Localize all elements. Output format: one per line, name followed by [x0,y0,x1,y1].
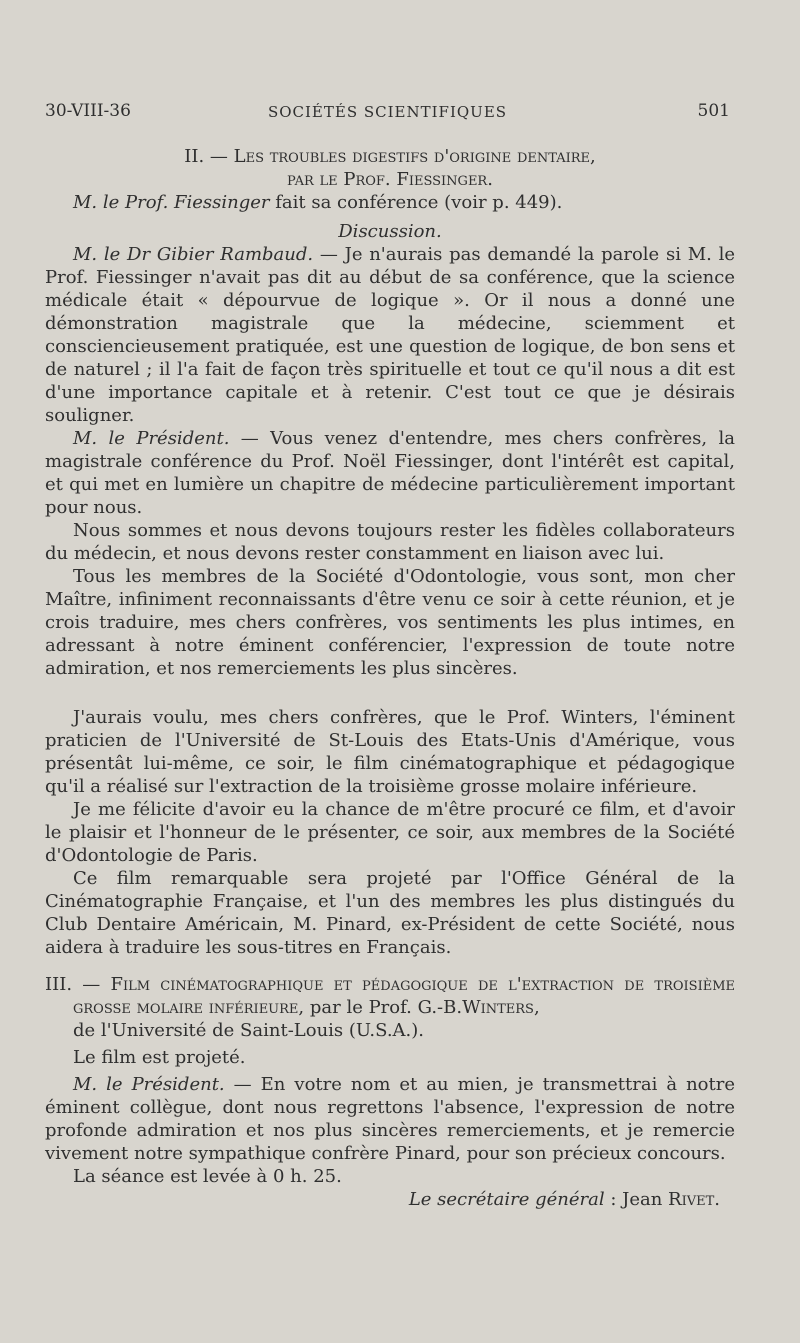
speaker: M. le Président. [73,1074,225,1095]
section3-title-text: III. — Film cinématographique et pédagogique de l'extraction de troisième grosse molaire inférieure, [45,974,735,1018]
speaker: M. le Dr Gibier Rambaud. [73,244,314,265]
section2-author: par le Prof. Fiessinger. [287,169,493,190]
speaker: M. le Président. [73,428,230,449]
section3-paragraph [45,1073,735,1165]
signature-role: Le secrétaire général [408,1189,605,1210]
intro-paragraph-3: Ce film remarquable sera projeté par l'Office Général de la Cinématographie Française, et l'un des membres les plus distingués du Club Dentaire Américain, M. Pinard, ex-Président de cette Société, nous aidera à traduire les sous-titres en Français. [45,868,735,958]
spacer [45,680,735,706]
signature-last-name: Rivet. [668,1189,720,1210]
section3-author: Winters, [462,997,540,1018]
page-number: 501 [697,101,730,121]
running-header [45,101,730,125]
section3-affiliation: de l'Université de Saint-Louis (U.S.A.). [73,1020,425,1041]
discussion-paragraph-4: Tous les membres de la Société d'Odontologie, vous sont, mon cher Maître, infiniment reconnaissants d'être venu ce soir à cette réunion, et je crois traduire, mes chers confrères, vos sentiments les plus intimes, en adressant à notre éminent conférencier, l'expression de toute notre admiration, et nos remerciements les plus sincères. [45,566,735,679]
section3-title-tail: par le Prof. G.-B. [304,997,463,1018]
discussion-paragraph-2 [45,427,735,519]
page-body [45,145,735,1211]
section2-title: II. — Les troubles digestifs d'origine dentaire, [184,146,596,167]
section2-paragraph [45,191,735,214]
section3-projection: Le film est projeté. [73,1047,246,1068]
discussion-heading [45,220,735,243]
signature-separator: : [604,1189,623,1210]
discussion-paragraph-3: Nous sommes et nous devons toujours rester les fidèles collaborateurs du médecin, et nous devons rester constamment en liaison avec lui. [45,520,735,564]
paragraph-text: fait sa conférence (voir p. 449). [269,192,563,213]
speaker: M. le Prof. Fiessinger [73,192,270,213]
section3-title [45,973,735,1019]
discussion-paragraph-1 [45,243,735,427]
discussion-heading-text: Discussion. [338,221,442,242]
header-date: 30-VIII-36 [45,101,131,121]
paragraph-text: — En votre nom et au mien, je transmettrai à notre éminent collègue, dont nous regrettons l'absence, l'expression de notre profonde admiration et nos plus sincères remerciements, et je remercie vivement notre sympathique confrère Pinard, pour son précieux concours. [45,1074,735,1164]
header-title: SOCIÉTÉS SCIENTIFIQUES [267,103,508,121]
intro-paragraph-1: J'aurais voulu, mes chers confrères, que le Prof. Winters, l'éminent praticien de l'Université de St-Louis des Etats-Unis d'Amérique, vous présentât lui-même, ce soir, le film cinématographique et pédagogique qu'il a réalisé sur l'extraction de la troisième grosse molaire inférieure. [45,707,735,797]
paragraph-text: — Je n'aurais pas demandé la parole si M. le Prof. Fiessinger n'avait pas dit au début de sa conférence, que la science médicale était « dépourvue de logique ». Or il nous a donné une démonstration magistrale que la médecine, sciemment et consciencieusement pratiquée, est une question de logique, de bon sens et de naturel ; il l'a fait de façon très spirituelle et tout ce qu'il nous a dit est d'une importance capitale et à retenir. C'est tout ce que je désirais souligner. [45,244,735,426]
intro-paragraph-2: Je me félicite d'avoir eu la chance de m'être procuré ce film, et d'avoir le plaisir et l'honneur de le présenter, ce soir, aux membres de la Société d'Odontologie de Paris. [45,799,735,866]
signature-first-name: Jean [622,1189,669,1210]
signature [45,1188,720,1211]
closing-line: La séance est levée à 0 h. 25. [73,1166,342,1187]
paragraph-text: — Vous venez d'entendre, mes chers confrères, la magistrale conférence du Prof. Noël Fiessinger, dont l'intérêt est capital, et qui met en lumière un chapitre de médecine particulièrement important pour nous. [45,428,736,518]
